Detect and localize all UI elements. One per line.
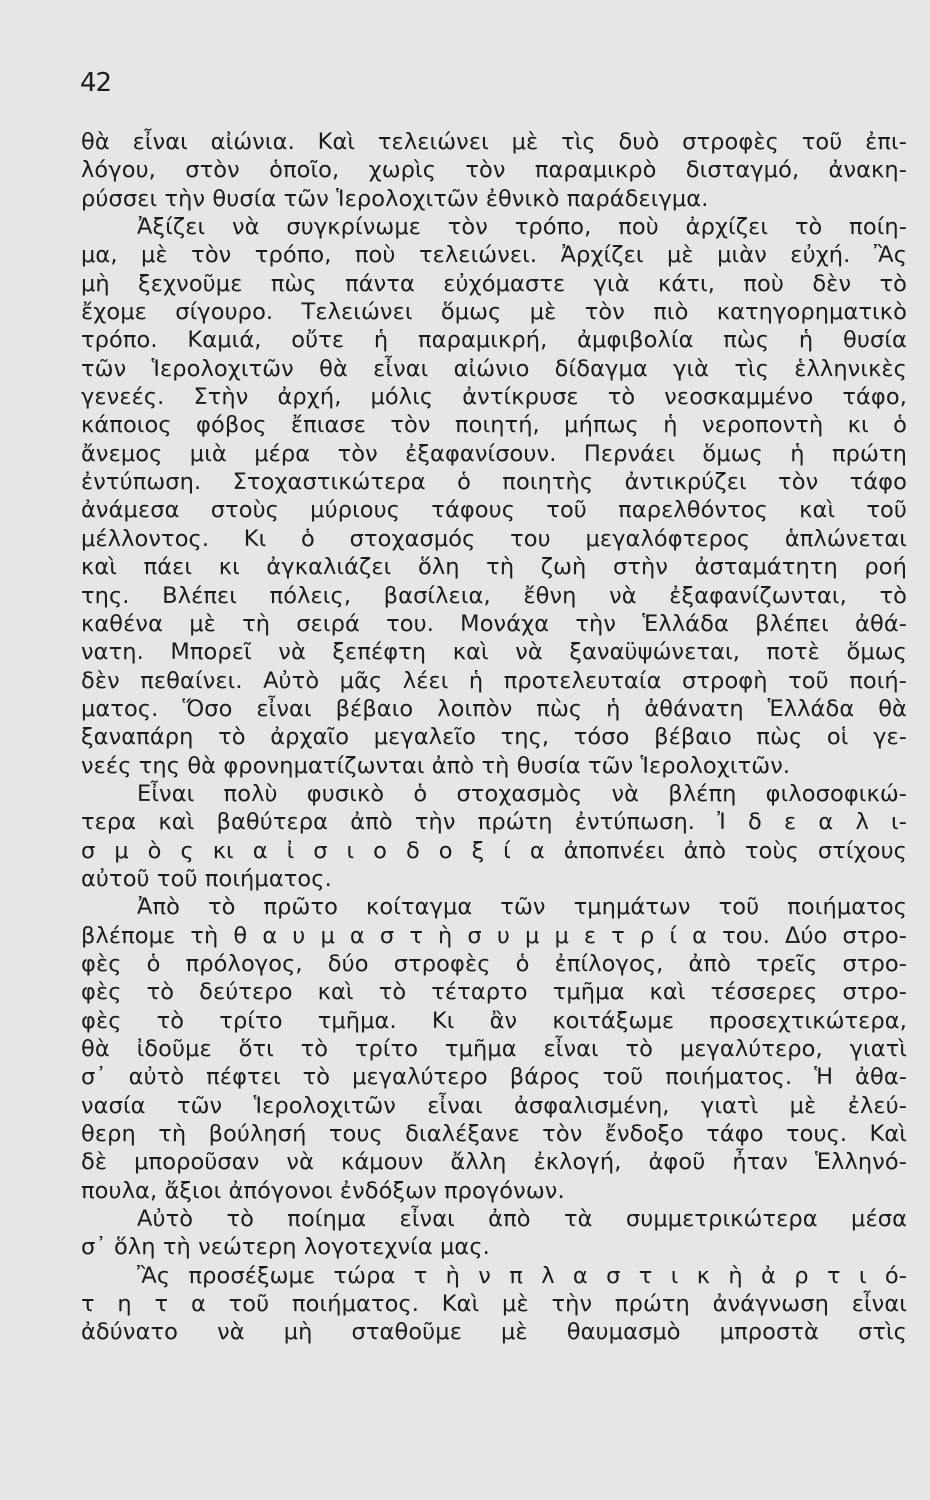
- text-line: ρύσσει τὴν θυσία τῶν Ἱερολοχιτῶν ἐθνικὸ παράδειγμα.: [81, 185, 709, 212]
- text-line: δὲν πεθαίνει. Αὐτὸ μᾶς λέει ἡ προτελευταία στροφὴ τοῦ ποιή-: [81, 667, 907, 694]
- text-line: νατη. Μπορεῖ νὰ ξεπέφτη καὶ νὰ ξαναϋψώνεται, ποτὲ ὅμως: [81, 639, 907, 666]
- text-line: λόγου, στὸν ὁποῖο, χωρὶς τὸν παραμικρὸ δισταγμό, ἀνακη-: [81, 157, 907, 184]
- text-line: τρόπο. Καμιά, οὔτε ἡ παραμικρή, ἀμφιβολία πὼς ἡ θυσία: [81, 327, 907, 354]
- text-line: νεές της θὰ φρονηματίζωνται ἀπὸ τὴ θυσία τῶν Ἱερολοχιτῶν.: [81, 752, 791, 779]
- text-line: κάποιος φόβος ἔπιασε τὸν ποιητή, μήπως ἡ νεροποντὴ κι ὁ: [81, 412, 907, 439]
- body-text: [81, 128, 907, 1347]
- text-line: φὲς τὸ τρίτο τμῆμα. Κι ἂν κοιτάξωμε προσεχτικώτερα,: [81, 1007, 907, 1034]
- text-line: μα, μὲ τὸν τρόπο, ποὺ τελειώνει. Ἀρχίζει μὲ μιὰν εὐχή. Ἂς: [81, 242, 907, 269]
- text-line: γενεές. Στὴν ἀρχή, μόλις ἀντίκρυσε τὸ νεοσκαμμένο τάφο,: [81, 384, 907, 411]
- text-line: τ η τ α τοῦ ποιήματος. Καὶ μὲ τὴν πρώτη ἀνάγνωση εἶναι: [81, 1291, 907, 1318]
- text-line: καὶ πάει κι ἀγκαλιάζει ὅλη τὴ ζωὴ στὴν ἀσταμάτητη ροή: [81, 554, 907, 581]
- page-number: 42: [80, 68, 112, 98]
- text-line: αὐτοῦ τοῦ ποιήματος.: [81, 865, 332, 892]
- text-line: μέλλοντος. Κι ὁ στοχασμός του μεγαλόφτερος ἁπλώνεται: [81, 525, 907, 552]
- text-line: Ἀξίζει νὰ συγκρίνωμε τὸν τρόπο, ποὺ ἀρχίζει τὸ ποίη-: [137, 214, 907, 241]
- text-line: νασία τῶν Ἱερολοχιτῶν εἶναι ἀσφαλισμένη, γιατὶ μὲ ἐλεύ-: [81, 1092, 907, 1119]
- text-line: ἔχομε σίγουρο. Τελειώνει ὅμως μὲ τὸν πιὸ κατηγορηματικὸ: [81, 299, 907, 326]
- text-line: σ᾽ αὐτὸ πέφτει τὸ μεγαλύτερο βάρος τοῦ ποιήματος. Ἡ ἀθα-: [81, 1064, 907, 1091]
- text-line: καθένα μὲ τὴ σειρά του. Μονάχα τὴν Ἑλλάδα βλέπει ἀθά-: [81, 610, 907, 637]
- text-line: πουλα, ἄξιοι ἀπόγονοι ἐνδόξων προγόνων.: [81, 1177, 565, 1204]
- text-line: Εἶναι πολὺ φυσικὸ ὁ στοχασμὸς νὰ βλέπη φιλοσοφικώ-: [137, 780, 907, 807]
- text-line: μὴ ξεχνοῦμε πὼς πάντα εὐχόμαστε γιὰ κάτι, ποὺ δὲν τὸ: [81, 270, 907, 297]
- text-line: τῶν Ἱερολοχιτῶν θὰ εἶναι αἰώνιο δίδαγμα γιὰ τὶς ἑλληνικὲς: [81, 355, 907, 382]
- text-line: σ᾽ ὅλη τὴ νεώτερη λογοτεχνία μας.: [81, 1234, 490, 1261]
- text-line: ἀνάμεσα στοὺς μύριους τάφους τοῦ παρελθόντος καὶ τοῦ: [81, 497, 907, 524]
- text-line: ἀδύνατο νὰ μὴ σταθοῦμε μὲ θαυμασμὸ μπροστὰ στὶς: [81, 1319, 907, 1346]
- text-line: ἄνεμος μιὰ μέρα τὸν ἐξαφανίσουν. Περνάει ὅμως ἡ πρώτη: [81, 440, 907, 467]
- text-line: ἐντύπωση. Στοχαστικώτερα ὁ ποιητὴς ἀντικρύζει τὸν τάφο: [81, 469, 907, 496]
- text-line: Ἂς προσέξωμε τώρα τ ὴ ν π λ α σ τ ι κ ὴ ἀ ρ τ ι ό-: [137, 1262, 907, 1289]
- text-line: τερα καὶ βαθύτερα ἀπὸ τὴν πρώτη ἐντύπωση. Ἰ δ ε α λ ι-: [81, 809, 907, 836]
- text-line: ματος. Ὅσο εἶναι βέβαιο λοιπὸν πὼς ἡ ἀθάνατη Ἑλλάδα θὰ: [81, 695, 907, 722]
- text-line: δὲ μποροῦσαν νὰ κάμουν ἄλλη ἐκλογή, ἀφοῦ ἦταν Ἑλληνό-: [81, 1149, 907, 1176]
- text-line: της. Βλέπει πόλεις, βασίλεια, ἔθνη νὰ ἐξαφανίζωνται, τὸ: [81, 582, 907, 609]
- text-line: ξαναπάρη τὸ ἀρχαῖο μεγαλεῖο της, τόσο βέβαιο πὼς οἱ γε-: [81, 724, 907, 751]
- text-line: φὲς τὸ δεύτερο καὶ τὸ τέταρτο τμῆμα καὶ τέσσερες στρο-: [81, 979, 907, 1006]
- text-line: Αὐτὸ τὸ ποίημα εἶναι ἀπὸ τὰ συμμετρικώτερα μέσα: [137, 1206, 907, 1233]
- text-line: βλέπομε τὴ θ α υ μ α σ τ ὴ σ υ μ μ ε τ ρ ί α του. Δύο στρο-: [81, 922, 907, 949]
- text-line: Ἀπὸ τὸ πρῶτο κοίταγμα τῶν τμημάτων τοῦ ποιήματος: [137, 894, 907, 921]
- text-line: θὰ εἶναι αἰώνια. Καὶ τελειώνει μὲ τὶς δυὸ στροφὲς τοῦ ἐπι-: [81, 129, 907, 155]
- text-line: φὲς ὁ πρόλογος, δύο στροφὲς ὁ ἐπίλογος, ἀπὸ τρεῖς στρο-: [81, 950, 907, 977]
- text-line: σ μ ὸ ς κι α ἰ σ ι ο δ ο ξ ί α ἀποπνέει ἀπὸ τοὺς στίχους: [81, 837, 907, 864]
- text-line: θὰ ἰδοῦμε ὅτι τὸ τρίτο τμῆμα εἶναι τὸ μεγαλύτερο, γιατὶ: [81, 1036, 907, 1062]
- text-line: θερη τὴ βούλησή τους διαλέξανε τὸν ἔνδοξο τάφο τους. Καὶ: [81, 1121, 907, 1148]
